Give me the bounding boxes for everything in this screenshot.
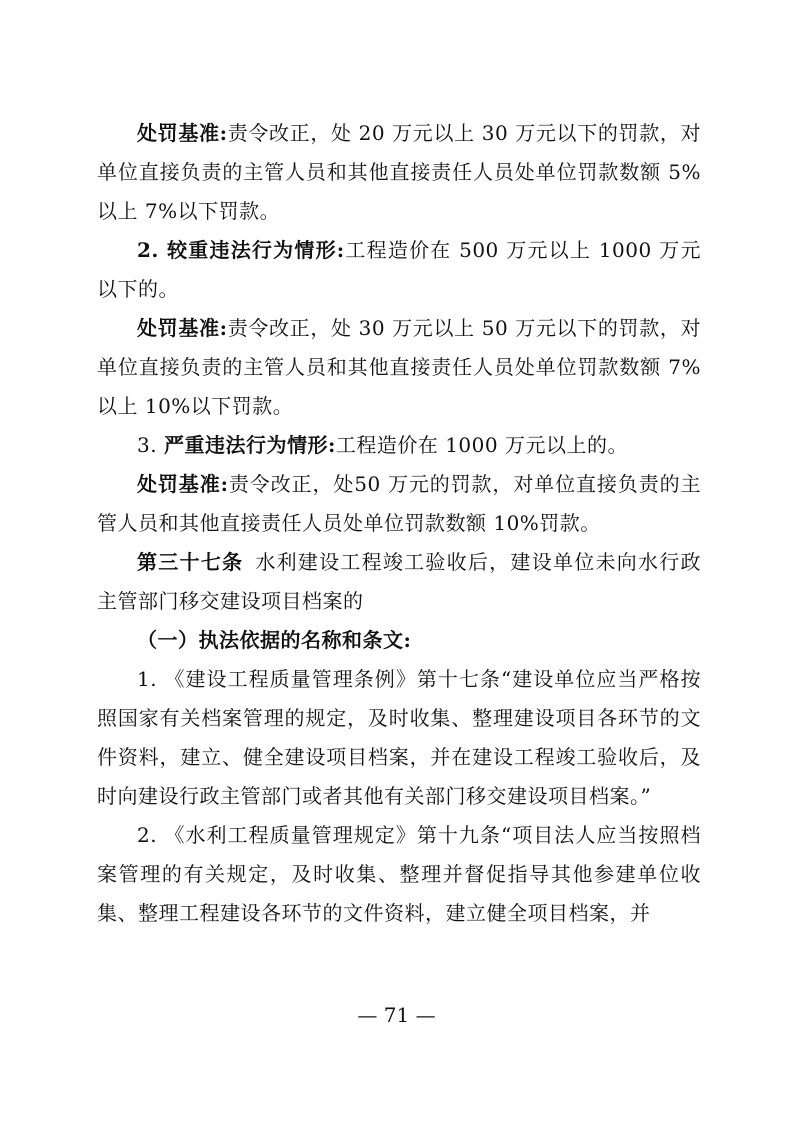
paragraph-text: 责令改正，处 20 万元以上 30 万元以下的罚款，对单位直接负责的主管人员和其他直接责任人员处单位罚款数额 5%以上 7%以下罚款。	[97, 121, 702, 223]
paragraph-label: 处罚基准:	[137, 316, 228, 340]
paragraph-penalty-basis-2	[97, 309, 701, 426]
article-text: 水利建设工程竣工验收后，建设单位未向水行政主管部门移交建设项目档案的	[97, 550, 702, 613]
page-number: — 71 —	[357, 1003, 436, 1027]
section-label: （一）执法依据的名称和条文:	[137, 628, 412, 652]
paragraph-penalty-basis-3	[97, 465, 701, 543]
section-heading-legal-basis	[97, 621, 701, 660]
paragraph-text: 工程造价在 500 万元以上 1000 万元以下的。	[97, 238, 701, 301]
paragraph-text: 责令改正，处 30 万元以上 50 万元以下的罚款，对单位直接负责的主管人员和其他直接责任人员处单位罚款数额 7%以上 10%以下罚款。	[97, 316, 702, 418]
paragraph-citation-2	[97, 816, 701, 933]
paragraph-prefix: 2.	[137, 238, 168, 262]
paragraph-text: 2. 《水利工程质量管理规定》第十九条“项目法人应当按照档案管理的有关规定，及时收集、整理并督促指导其他参建单位收集、整理工程建设各环节的文件资料，建立健全项目档案，并	[97, 823, 701, 925]
paragraph-penalty-basis-1	[97, 114, 701, 231]
article-37-heading	[97, 543, 701, 621]
paragraph-text: 1. 《建设工程质量管理条例》第十七条“建设单位应当严格按照国家有关档案管理的规定，及时收集、整理建设项目各环节的文件资料，建立、健全建设项目档案，并在建设工程竣工验收后，及时向建设行政主管部门或者其他有关部门移交建设项目档案。”	[97, 667, 701, 808]
paragraph-label: 处罚基准:	[137, 472, 229, 496]
paragraph-text: 工程造价在 1000 万元以上的。	[335, 433, 628, 457]
paragraph-label: 较重违法行为情形:	[167, 238, 345, 262]
paragraph-severe-violation	[97, 426, 701, 465]
paragraph-serious-violation	[97, 231, 701, 309]
paragraph-label: 严重违法行为情形:	[163, 433, 336, 457]
document-body	[97, 114, 701, 933]
paragraph-prefix: 3.	[137, 433, 164, 457]
paragraph-citation-1	[97, 660, 701, 816]
paragraph-text: 责令改正，处50 万元的罚款，对单位直接负责的主管人员和其他直接责任人员处单位罚款数额 10%罚款。	[97, 472, 701, 535]
article-label: 第三十七条	[137, 550, 244, 574]
paragraph-label: 处罚基准:	[137, 121, 228, 145]
